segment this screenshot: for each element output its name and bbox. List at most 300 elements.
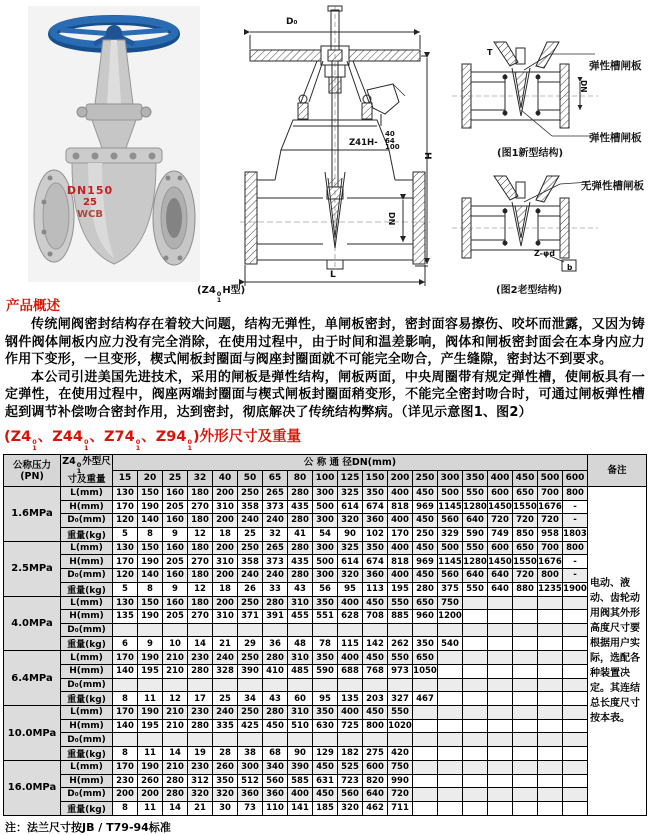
dim-value: 614 [338, 500, 363, 514]
dim-value: 18 [213, 527, 238, 541]
dim-value: 280 [163, 774, 188, 788]
dim-value: 340 [263, 760, 288, 774]
dim-value: 140 [113, 719, 138, 733]
dim-value: 1145 [438, 501, 462, 512]
dim-value [238, 623, 263, 637]
dim-value [188, 623, 213, 637]
dim-value [338, 733, 363, 747]
dim-value: 969 [413, 555, 438, 569]
dim-value: 250 [238, 541, 263, 555]
dim-value: 800 [563, 487, 588, 501]
overview-heading: 产品概述 [6, 298, 60, 314]
dim-value: 210 [163, 651, 188, 665]
dim-value [538, 733, 563, 747]
dim-value: 135 [338, 692, 363, 706]
dim-value: 280 [188, 719, 213, 733]
dim-value [563, 692, 588, 706]
mark-dn: DN150 [66, 184, 114, 197]
dim-value: 28 [213, 746, 238, 760]
dim-value [213, 678, 238, 692]
dim-value [538, 637, 563, 651]
table-row [4, 568, 647, 582]
dim-value [413, 623, 438, 637]
table-row [4, 487, 647, 501]
dim-value: 550 [463, 582, 488, 596]
dim-h-label: H [422, 152, 432, 160]
dim-value: 631 [313, 774, 338, 788]
figures-area [0, 0, 650, 304]
dim-value [538, 788, 563, 802]
dim-value: 320 [213, 788, 238, 802]
dim-value [438, 664, 463, 678]
row-label: H(mm) [61, 555, 113, 569]
dn-size: 32 [188, 471, 213, 487]
dim-value: 38 [238, 746, 263, 760]
dim-value: 512 [238, 774, 263, 788]
dim-value: 373 [263, 555, 288, 569]
table-title-models: (Z4 0 1 、Z44 0 1 、Z74 0 1 、Z94 0 1 [4, 429, 192, 452]
dim-value [513, 637, 538, 651]
dim-value: 973 [388, 664, 413, 678]
valve-photo [28, 6, 200, 282]
dim-value [363, 623, 388, 637]
dim-value [538, 610, 563, 624]
dim-value: 450 [313, 760, 338, 774]
dim-value: 142 [363, 637, 388, 651]
dim-value [513, 664, 538, 678]
row-label: 重量(kg) [61, 746, 113, 760]
dim-value [363, 678, 388, 692]
dim-value: 500 [313, 555, 338, 569]
pressure-cell: 4.0MPa [4, 596, 61, 651]
table-row [4, 692, 647, 706]
dim-value: 280 [288, 487, 313, 501]
dim-value: 350 [213, 774, 238, 788]
dim-value: 450 [363, 651, 388, 665]
pressure-cell: 10.0MPa [4, 706, 61, 761]
overview-paragraph-2: 本公司引进美国先进技术，采用的闸板是弹性结构，闸板两面，中央周圈带有规定弹性槽，使闸板具有一定弹性，在使用过程中，阀座两端封圈面与楔式闸板封圈面稍变形，不能完全密封吻合时，可通过闸板弹性槽起到调节补偿吻合密封作用，达到密封，彻底解决了传统结构弊病。（详见示意图1、图2） [5, 369, 645, 420]
dim-value: 5 [113, 527, 138, 541]
dim-value [563, 706, 588, 720]
dim-value: 1200 [438, 611, 462, 622]
fig1-elastic-label-bottom: 弹性槽闸板 [589, 132, 642, 144]
dim-value: 280 [288, 568, 313, 582]
dim-value: 750 [438, 596, 463, 610]
dim-value: 723 [338, 774, 363, 788]
dim-value: 540 [438, 637, 463, 651]
dim-value: 160 [163, 514, 188, 528]
dim-value: 140 [138, 568, 163, 582]
dim-value [488, 678, 513, 692]
row-label: 重量(kg) [61, 637, 113, 651]
dim-value [388, 623, 413, 637]
dim-value [413, 760, 438, 774]
dim-value: 450 [363, 706, 388, 720]
dim-value: 325 [338, 487, 363, 501]
valve-section-drawing [235, 2, 435, 292]
dim-value: 60 [288, 692, 313, 706]
dim-value: 1050 [413, 666, 437, 677]
dim-value [538, 801, 563, 815]
dim-value [438, 760, 463, 774]
dim-value: 90 [338, 527, 363, 541]
dn-size: 40 [213, 471, 238, 487]
dim-value: 190 [138, 610, 163, 624]
dim-value: 21 [213, 637, 238, 651]
dim-value: 250 [238, 487, 263, 501]
dim-value: 410 [263, 664, 288, 678]
dim-value: 320 [338, 801, 363, 815]
dim-value [113, 733, 138, 747]
pressure-cell: 2.5MPa [4, 541, 61, 596]
dim-value [413, 774, 438, 788]
dim-value: 280 [413, 582, 438, 596]
dim-value: 9 [163, 582, 188, 596]
dim-value: 425 [238, 719, 263, 733]
dim-value: 240 [238, 514, 263, 528]
dim-value [538, 774, 563, 788]
dim-l-label: L [330, 270, 336, 280]
row-label: D₀(mm) [61, 678, 113, 692]
dim-value: - [563, 514, 588, 528]
dim-value: 500 [313, 500, 338, 514]
dim-value: 205 [163, 555, 188, 569]
dim-value: 320 [338, 568, 363, 582]
mark-material: WCB [77, 209, 103, 220]
dim-value: 195 [138, 719, 163, 733]
table-row [4, 678, 647, 692]
row-label: D₀(mm) [61, 514, 113, 528]
model-sub-sup: 0 1 [83, 438, 89, 452]
dim-value [513, 692, 538, 706]
overview-paragraph-1: 传统闸阀密封结构存在着较大问题，结构无弹性，单闸板密封，密封面容易擦伤、咬坏而泄露，又因为铸钢件阀体闸板内应力没有完全消除，在使用过程中，由于时间和温差影响，阀体和闸板密封面会在本身内应力作用下变形，一旦变形，楔式闸板封圈面与阀座封圈面就不可能完全吻合，产生缝隙，密封达不到要求。 [5, 317, 645, 367]
dim-value [288, 733, 313, 747]
dim-value: 270 [188, 500, 213, 514]
dim-value: 560 [338, 788, 363, 802]
dim-value [563, 623, 588, 637]
dim-value: 30 [213, 801, 238, 815]
dim-value: 170 [113, 651, 138, 665]
dim-value: 230 [188, 706, 213, 720]
dims-header: Z4 0 1 外型尺寸及重量 [62, 456, 111, 485]
dim-value: 280 [263, 596, 288, 610]
dim-value [313, 733, 338, 747]
dim-dn-label: DN [387, 212, 396, 226]
dim-value [488, 706, 513, 720]
dim-value: 150 [138, 487, 163, 501]
dim-value [538, 678, 563, 692]
dim-value [363, 733, 388, 747]
dim-value: 182 [338, 746, 363, 760]
dim-value [563, 733, 588, 747]
dim-value: 360 [363, 568, 388, 582]
model-sub-sup: 0 1 [76, 461, 82, 475]
row-label: L(mm) [61, 706, 113, 720]
dim-value: 390 [288, 760, 313, 774]
dim-value [263, 733, 288, 747]
dim-value: 420 [388, 746, 413, 760]
dim-value: 9 [163, 527, 188, 541]
dim-value: 25 [213, 692, 238, 706]
row-label: 重量(kg) [61, 801, 113, 815]
photo-model-caption: (Z4 0 1 H型) [197, 285, 246, 304]
row-label: D₀(mm) [61, 733, 113, 747]
dn-size: 600 [563, 471, 588, 487]
dim-value [538, 664, 563, 678]
dim-value: 120 [113, 514, 138, 528]
dim-value: 650 [513, 487, 538, 501]
table-row [4, 706, 647, 720]
dim-value: 113 [363, 582, 388, 596]
dim-value: 360 [263, 788, 288, 802]
dim-value [563, 678, 588, 692]
dim-value: 358 [238, 555, 263, 569]
dim-value: 210 [163, 706, 188, 720]
dim-value [513, 760, 538, 774]
dim-value [263, 623, 288, 637]
dim-value: 650 [513, 541, 538, 555]
dim-value: 1803 [563, 529, 587, 540]
dim-value: 600 [488, 487, 513, 501]
row-label: H(mm) [61, 664, 113, 678]
dim-value: 1280 [463, 501, 487, 512]
dim-value: 240 [263, 514, 288, 528]
dim-value: 335 [213, 719, 238, 733]
dim-value [488, 610, 513, 624]
dim-value: 190 [138, 651, 163, 665]
dn-size: 50 [238, 471, 263, 487]
dn-size: 15 [113, 471, 138, 487]
dim-value [513, 610, 538, 624]
dim-value: 130 [113, 487, 138, 501]
dim-value: 200 [213, 487, 238, 501]
dim-value [463, 692, 488, 706]
dim-value: 400 [288, 788, 313, 802]
dim-value [463, 733, 488, 747]
dim-value: 90 [288, 746, 313, 760]
dim-value: 21 [188, 801, 213, 815]
dim-value: 6 [113, 637, 138, 651]
dim-value: 435 [288, 500, 313, 514]
table-row [4, 500, 647, 514]
dim-value: 17 [188, 692, 213, 706]
dim-value: 358 [238, 500, 263, 514]
table-title-suffix: )外形尺寸及重量 [192, 429, 302, 445]
dim-value: 210 [163, 719, 188, 733]
pressure-cell: 16.0MPa [4, 760, 61, 815]
dn-size: 150 [363, 471, 388, 487]
dim-value: 240 [213, 651, 238, 665]
table-row [4, 637, 647, 651]
dim-value [413, 733, 438, 747]
dim-value: 185 [313, 801, 338, 815]
dim-value: 12 [163, 692, 188, 706]
dim-value: 510 [288, 719, 313, 733]
dim-value: 110 [263, 801, 288, 815]
dim-value: 135 [113, 610, 138, 624]
dim-value: 195 [388, 582, 413, 596]
dim-value: 8 [138, 527, 163, 541]
dim-value [463, 706, 488, 720]
dim-value: 350 [413, 637, 438, 651]
model-sub-sup: 0 1 [216, 290, 222, 304]
dim-value: 25 [238, 527, 263, 541]
dim-value: 640 [463, 568, 488, 582]
dim-value: 170 [113, 760, 138, 774]
dim-value: 1020 [388, 721, 412, 732]
dim-value: 325 [338, 541, 363, 555]
dim-value: 650 [413, 596, 438, 610]
dim-value [188, 733, 213, 747]
dim-value [463, 760, 488, 774]
dim-value [513, 733, 538, 747]
dim-value: 550 [388, 651, 413, 665]
dim-value: 180 [188, 514, 213, 528]
dim-value: 720 [388, 788, 413, 802]
dim-value: 391 [263, 610, 288, 624]
dim-value: 1550 [513, 501, 537, 512]
dim-value: 500 [438, 541, 463, 555]
dim-value: 1280 [463, 556, 487, 567]
table-row [4, 596, 647, 610]
dim-value [563, 664, 588, 678]
dim-value: 210 [163, 760, 188, 774]
dim-value: 14 [188, 637, 213, 651]
row-label: L(mm) [61, 541, 113, 555]
dim-value [488, 719, 513, 733]
dim-value: 300 [313, 514, 338, 528]
fig2-nonelastic-label: 无弹性槽闸板 [581, 180, 644, 192]
dim-value: 170 [113, 500, 138, 514]
dim-value: 260 [213, 760, 238, 774]
fig2-caption: (图2老型结构) [496, 285, 563, 296]
dim-value: 1145 [438, 556, 462, 567]
dim-value: 265 [263, 541, 288, 555]
dim-value: 630 [313, 719, 338, 733]
dim-value: 600 [488, 541, 513, 555]
dim-value [563, 801, 588, 815]
dim-value [488, 692, 513, 706]
dim-value: 43 [263, 692, 288, 706]
dim-value: 190 [138, 555, 163, 569]
table-row [4, 760, 647, 774]
dim-value: 350 [313, 706, 338, 720]
dim-value: 371 [238, 610, 263, 624]
dim-value: - [563, 568, 588, 582]
dim-value [438, 706, 463, 720]
dim-value: 240 [213, 706, 238, 720]
dim-value: 450 [413, 514, 438, 528]
dim-value: 150 [138, 596, 163, 610]
dim-value: 230 [188, 760, 213, 774]
dim-value [513, 651, 538, 665]
dim-value: 140 [138, 514, 163, 528]
dim-value [113, 678, 138, 692]
dimensions-table [3, 454, 647, 816]
dim-value [488, 623, 513, 637]
table-row [4, 746, 647, 760]
table-row [4, 733, 647, 747]
dim-value: 33 [263, 582, 288, 596]
dim-value [463, 596, 488, 610]
dim-value: 310 [213, 500, 238, 514]
dim-value [563, 746, 588, 760]
dim-value: 350 [313, 651, 338, 665]
dim-value: 8 [138, 582, 163, 596]
dn-size: 450 [513, 471, 538, 487]
dim-value: - [563, 500, 588, 514]
flange-standard-note: 注：法兰尺寸按JB / T79-94标准 [5, 820, 171, 834]
dim-value: 958 [538, 527, 563, 541]
dim-value: 960 [413, 610, 438, 624]
valve-photo-marks [60, 185, 120, 221]
dim-value [488, 774, 513, 788]
table-row [4, 610, 647, 624]
dim-value: 120 [113, 568, 138, 582]
dim-value: 640 [488, 582, 513, 596]
dn-header: 公 称 通 径DN(mm) [113, 455, 588, 471]
dim-value: 462 [363, 801, 388, 815]
table-row [4, 623, 647, 637]
dim-value: 310 [288, 706, 313, 720]
dim-value [188, 678, 213, 692]
dim-value: 29 [238, 637, 263, 651]
dim-value: 720 [488, 514, 513, 528]
dim-value: 550 [463, 541, 488, 555]
dim-value [538, 651, 563, 665]
dim-value [463, 774, 488, 788]
dim-value: 11 [138, 692, 163, 706]
dim-value: 818 [388, 555, 413, 569]
product-overview [0, 294, 650, 421]
dim-value [563, 788, 588, 802]
fig1-dn-label: DN [579, 80, 588, 93]
dim-value: 455 [288, 610, 313, 624]
dim-value [563, 596, 588, 610]
dim-value: 170 [388, 527, 413, 541]
dim-value: 280 [288, 514, 313, 528]
dim-value: 205 [163, 610, 188, 624]
dim-value [513, 746, 538, 760]
dim-value: 12 [188, 582, 213, 596]
dim-value: 102 [363, 527, 388, 541]
dim-value: 885 [388, 610, 413, 624]
dim-value: 12 [188, 527, 213, 541]
dim-value: 36 [263, 637, 288, 651]
row-label: L(mm) [61, 487, 113, 501]
dim-value [488, 760, 513, 774]
dim-value [438, 678, 463, 692]
part-code-label: Z41H- [349, 138, 378, 148]
dim-value: 8 [113, 746, 138, 760]
dim-value [438, 746, 463, 760]
dim-value [263, 678, 288, 692]
dim-value [563, 651, 588, 665]
dim-value: 450 [263, 719, 288, 733]
dn-size: 125 [338, 471, 363, 487]
dim-value: 73 [238, 801, 263, 815]
dim-value [463, 678, 488, 692]
dim-value: 485 [288, 664, 313, 678]
dim-value: 350 [363, 541, 388, 555]
row-label: 重量(kg) [61, 692, 113, 706]
dim-value: 450 [413, 568, 438, 582]
dim-value: 320 [338, 514, 363, 528]
dim-value: 749 [488, 527, 513, 541]
model-sub-sup: 0 1 [32, 438, 37, 452]
dim-value [488, 788, 513, 802]
dim-value: 525 [338, 760, 363, 774]
